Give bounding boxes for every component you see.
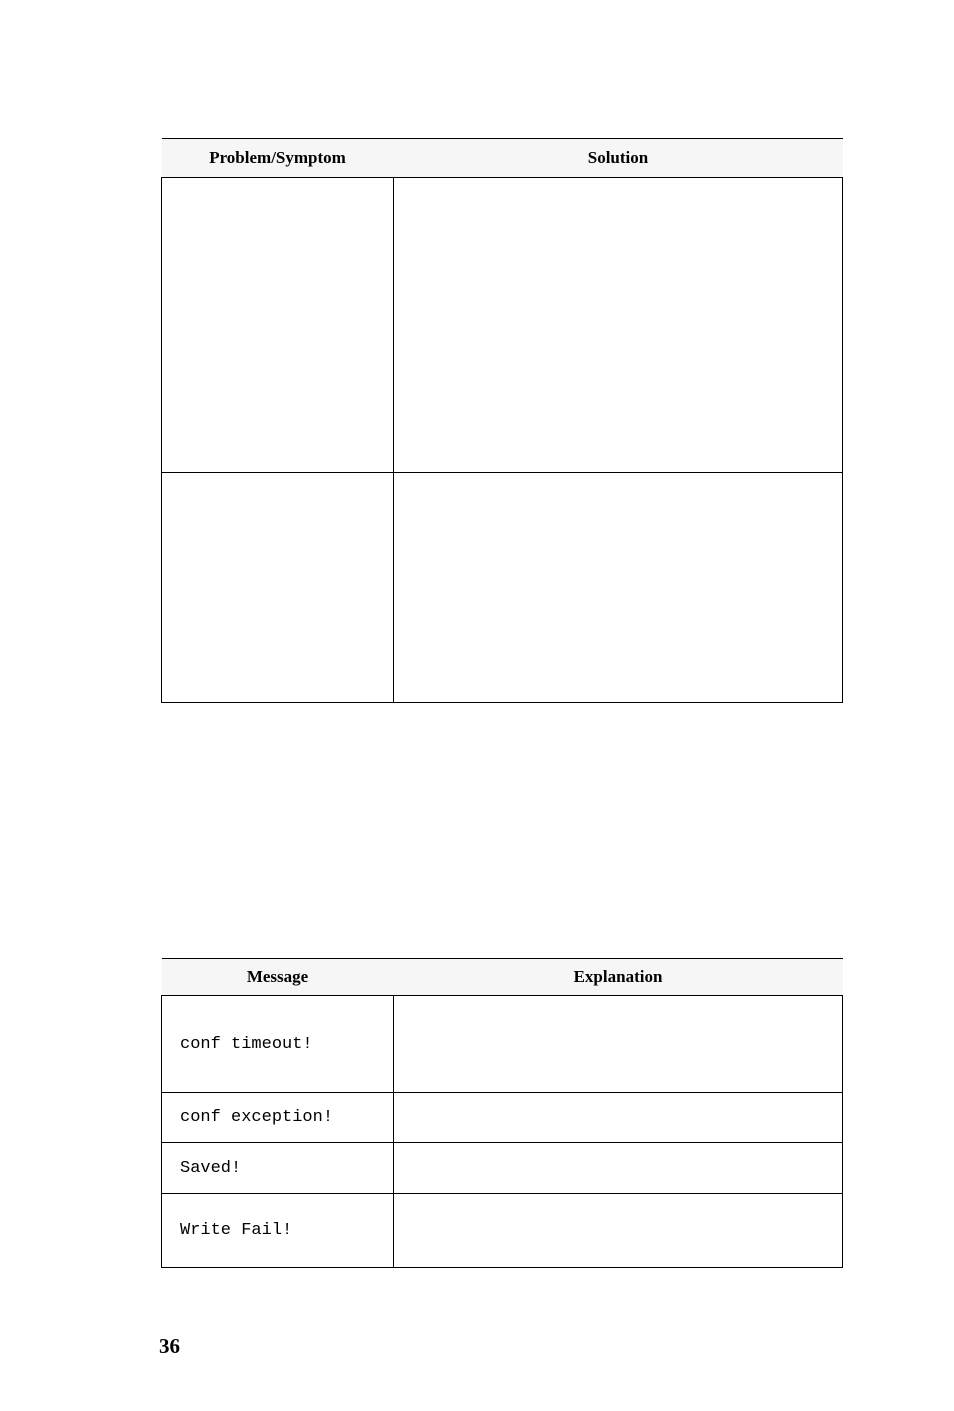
page-number: 36 xyxy=(159,1334,180,1358)
table-row xyxy=(162,1093,843,1143)
explanation-cell xyxy=(394,1143,843,1194)
header-message: Message xyxy=(162,959,394,996)
message-cell: Write Fail! xyxy=(162,1194,394,1268)
message-cell: Saved! xyxy=(162,1143,394,1194)
table-row xyxy=(162,996,843,1093)
message-cell: conf timeout! xyxy=(162,996,394,1093)
table-row xyxy=(162,178,843,473)
solution-cell xyxy=(394,473,843,703)
explanation-cell xyxy=(394,1194,843,1268)
solution-cell xyxy=(394,178,843,473)
problem-cell xyxy=(162,178,394,473)
explanation-cell xyxy=(394,1093,843,1143)
explanation-cell xyxy=(394,996,843,1093)
table-header-row xyxy=(162,959,843,996)
table-header-row xyxy=(162,139,843,178)
header-problem-symptom: Problem/Symptom xyxy=(162,139,394,178)
table-row xyxy=(162,1143,843,1194)
table-row xyxy=(162,473,843,703)
message-cell: conf exception! xyxy=(162,1093,394,1143)
header-explanation: Explanation xyxy=(394,959,843,996)
troubleshooting-table xyxy=(161,138,843,703)
problem-cell xyxy=(162,473,394,703)
messages-table xyxy=(161,958,843,1268)
table-row xyxy=(162,1194,843,1268)
header-solution: Solution xyxy=(394,139,843,178)
